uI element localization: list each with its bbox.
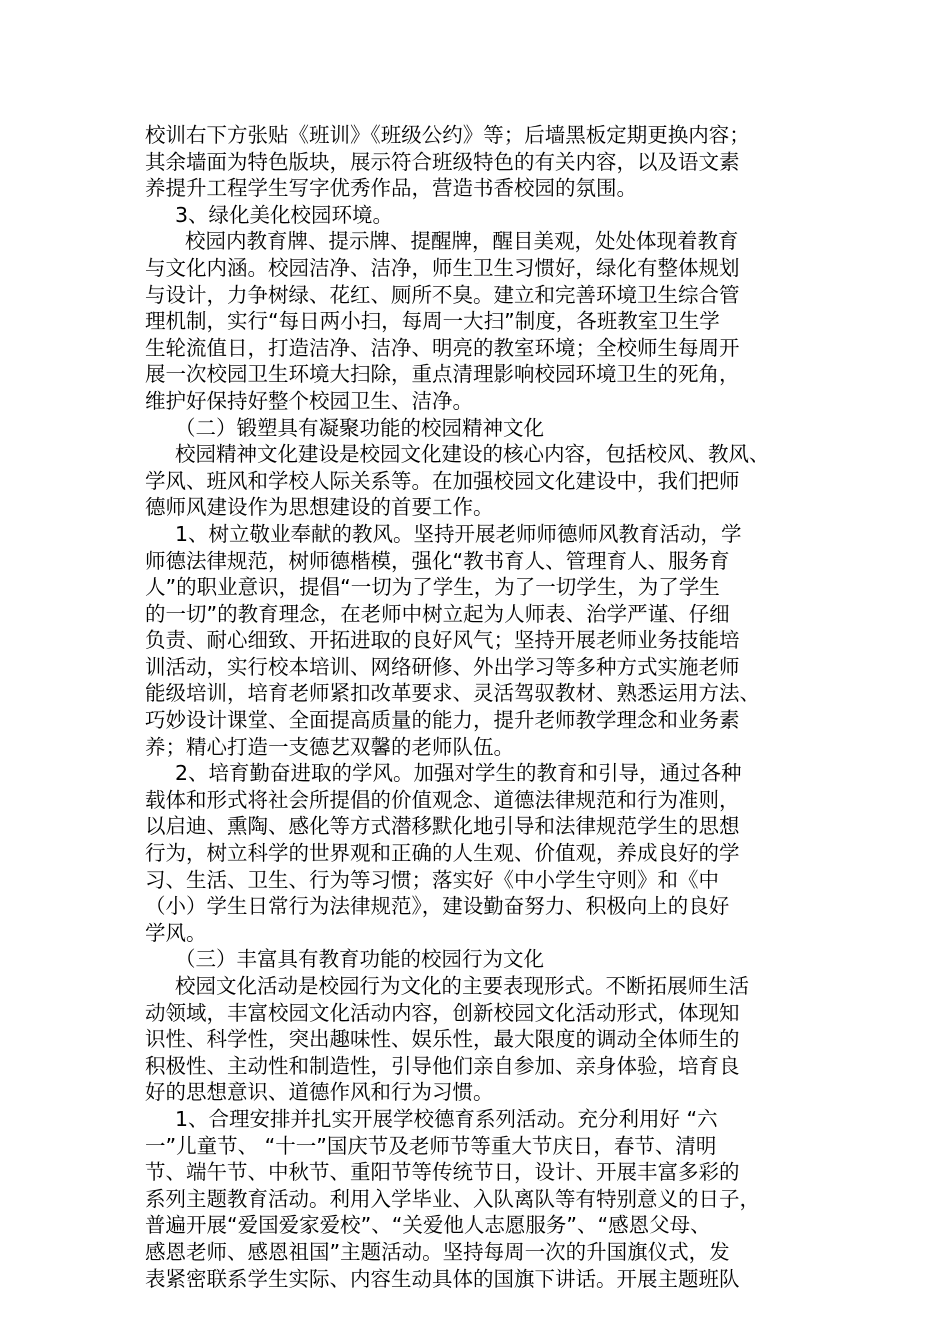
text-line: 能级培训，培育老师紧扣改革要求、灵活驾驭教材、熟悉运用方法、 [145, 681, 760, 706]
text-line: 感恩老师、感恩祖国”主题活动。坚持每周一次的升国旗仪式，发 [145, 1239, 730, 1264]
text-line: 动领域，丰富校园文化活动内容，创新校园文化活动形式，体现知 [145, 1000, 740, 1025]
text-line: 维护好保持好整个校园卫生、洁净。 [145, 388, 473, 413]
text-line: 2、培育勤奋进取的学风。加强对学生的教育和引导，通过各种 [175, 761, 742, 786]
text-line: 养；精心打造一支德艺双馨的老师队伍。 [145, 734, 514, 759]
text-line: 普遍开展“爱国爱家爱校”、“关爱他人志愿服务”、“感恩父母、 [145, 1213, 711, 1238]
text-line: 德师风建设作为思想建设的首要工作。 [145, 495, 494, 520]
text-line: （二）锻塑具有凝聚功能的校园精神文化 [175, 415, 544, 440]
text-line: 训活动，实行校本培训、网络研修、外出学习等多种方式实施老师 [145, 654, 740, 679]
text-line: 学风。 [145, 920, 207, 945]
text-line: 习、生活、卫生、行为等习惯；落实好《中小学生守则》和《中 [145, 867, 719, 892]
text-line: 3、绿化美化校园环境。 [175, 202, 394, 227]
text-line: 表紧密联系学生实际、内容生动具体的国旗下讲话。开展主题班队 [145, 1266, 740, 1291]
text-line: 节、端午节、中秋节、重阳节等传统节日，设计、开展丰富多彩的 [145, 1160, 740, 1185]
document-body-text [145, 122, 815, 1292]
text-line: 的一切”的教育理念，在老师中树立起为人师表、治学严谨、仔细 [145, 601, 730, 626]
text-line: 校园文化活动是校园行为文化的主要表现形式。不断拓展师生活 [175, 974, 749, 998]
text-line: 载体和形式将社会所提倡的价值观念、道德法律规范和行为准则， [145, 787, 740, 812]
text-line: 系列主题教育活动。利用入学毕业、入队离队等有特别意义的日子， [145, 1186, 760, 1211]
text-line: 积极性、主动性和制造性，引导他们亲自参加、亲身体验，培育良 [145, 1053, 740, 1078]
text-line: 识性、科学性，突出趣味性、娱乐性，最大限度的调动全体师生的 [145, 1027, 740, 1052]
text-line: 负责、耐心细致、开拓进取的良好风气；坚持开展老师业务技能培 [145, 628, 740, 653]
text-line: 1、合理安排并扎实开展学校德育系列活动。充分利用好 “六 [175, 1106, 718, 1131]
text-line: 校训右下方张贴《班训》《班级公约》等；后墙黑板定期更换内容； [145, 123, 750, 147]
text-line: 展一次校园卫生环境大扫除，重点清理影响校园环境卫生的死角， [145, 362, 740, 387]
text-line: 理机制，实行“每日两小扫，每周一大扫”制度，各班教室卫生学 [145, 309, 720, 334]
text-line: 以启迪、熏陶、感化等方式潜移默化地引导和法律规范学生的思想 [145, 814, 740, 839]
text-line: 师德法律规范，树师德楷模，强化“教书育人、管理育人、服务育 [145, 548, 730, 573]
text-line: 1、树立敬业奉献的教风。坚持开展老师师德师风教育活动，学 [175, 521, 742, 546]
text-line: 与设计，力争树绿、花红、厕所不臭。建立和完善环境卫生综合管 [145, 282, 740, 307]
text-line: 学风、班风和学校人际关系等。在加强校园文化建设中，我们把师 [145, 468, 740, 493]
text-line: （小）学生日常行为法律规范》，建设勤奋努力、积极向上的良好 [145, 894, 730, 919]
text-line: 巧妙设计课堂、全面提高质量的能力，提升老师教学理念和业务素 [145, 708, 740, 733]
text-line: 人”的职业意识，提倡“一切为了学生，为了一切学生，为了学生 [145, 575, 720, 600]
text-line: 好的思想意识、道德作风和行为习惯。 [145, 1080, 494, 1105]
text-line: 校园内教育牌、提示牌、提醒牌，醒目美观，处处体现着教育 [185, 229, 739, 254]
text-line: 一”儿童节、 “十一”国庆节及老师节等重大节庆日，春节、清明 [145, 1133, 717, 1158]
text-line: 生轮流值日，打造洁净、洁净、明亮的教室环境；全校师生每周开 [145, 335, 740, 360]
text-line: 与文化内涵。校园洁净、洁净，师生卫生习惯好，绿化有整体规划 [145, 255, 740, 280]
text-line: 其余墙面为特色版块，展示符合班级特色的有关内容，以及语文素 [145, 149, 740, 174]
text-line: 校园精神文化建设是校园文化建设的核心内容，包括校风、教风、 [175, 442, 770, 467]
text-line: （三）丰富具有教育功能的校园行为文化 [175, 947, 544, 972]
text-line: 行为，树立科学的世界观和正确的人生观、价值观，养成良好的学 [145, 841, 740, 866]
text-line: 养提升工程学生写字优秀作品，营造书香校园的氛围。 [145, 176, 637, 201]
